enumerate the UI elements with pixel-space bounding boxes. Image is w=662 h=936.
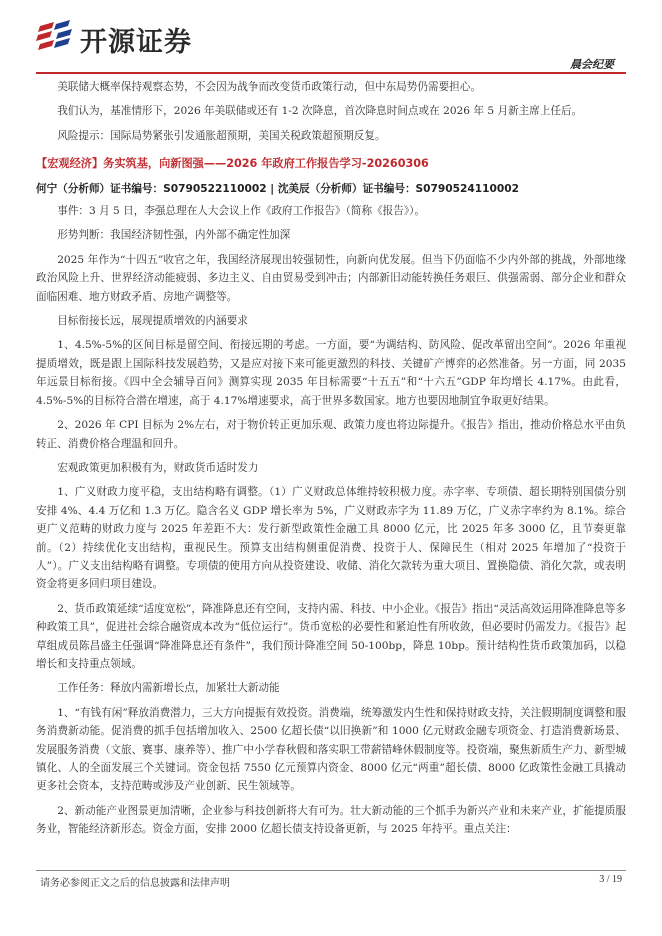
subheading: 工作任务：释放内需新增长点，加紧壮大新动能 (57, 682, 280, 695)
section-tag: 晨会纪要 (570, 58, 614, 71)
paragraph: 风险提示：国际局势紧张引发通胀超预期，美国关税政策超预期反复。 (57, 129, 386, 142)
subheading: 形势判断：我国经济韧性强，内外部不确定性加深 (57, 229, 291, 242)
paragraph: 2、新动能产业图景更加清晰，企业参与科技创新将大有可为。壮大新动能的三个抓手为新兴产业和未来产业，扩能提质服务业，智能经济新形态。资金方面，安排 2000 亿超长债支持设备更新，与 2025 年持平。重点关注： (36, 804, 626, 836)
document-body (36, 78, 626, 845)
subheading: 宏观政策更加积极有为，财政货币适时发力 (57, 461, 259, 474)
paragraph: 事件：3 月 5 日，李强总理在人大会议上作《政府工作报告》（简称《报告》）。 (57, 205, 426, 218)
footer-rule (36, 870, 626, 871)
page-header (0, 0, 662, 72)
paragraph: 美联储大概率保持观察态势，不会因为战争而改变货币政策行动，但中东局势仍需要担心。 (57, 81, 481, 93)
logo-text: 开源证券 (80, 27, 192, 58)
header-rule (36, 72, 626, 74)
article-authors: 何宁（分析师）证书编号：S0790522110002 | 沈美辰（分析师）证书编号：S0790524110002 (36, 182, 519, 195)
footer-disclaimer: 请务必参阅正文之后的信息披露和法律声明 (40, 878, 230, 889)
page-number: 3 / 19 (599, 874, 622, 885)
paragraph: 1、“有钱有闲”释放消费潜力，三大方向提振有效投资。消费端，统筹激发内生性和保持财政支持，关注假期制度调整和服务消费新动能。促消费的抓手包括增加收入、2500 亿超长债“以旧换新”和 1000 亿元财政金融专项资金、打造消费新场景、发展服务消费（文旅、赛事、康养等）、推广中小学春秋假和落实职工带薪错峰休假制度等。投资端，聚焦新质生产力、新型城镇化、人的全面发展三个关键词。资金包括 7550 亿元预算内资金、8000 亿元“两重”超长债、8000 亿政策性金融工具撬动更多社会资本，支持范畴或涉及产业创新、民生领域等。 (36, 706, 626, 793)
paragraph: 我们认为，基准情形下，2026 年美联储或还有 1-2 次降息，首次降息时间点或在 2026 年 5 月新主席上任后。 (57, 105, 583, 118)
article-tag: 【宏观经济】 (36, 157, 104, 171)
subheading: 目标衔接长远，展现提质增效的内涵要求 (57, 315, 248, 328)
paragraph: 2、货币政策延续“适度宽松”，降准降息还有空间，支持内需、科技、中小企业。《报告》指出“灵活高效运用降准降息等多种政策工具”，促进社会综合融资成本改为“低位运行”。货币宽松的必要性和紧迫性有所收敛，但必要时仍需发力。《报告》起草组成员陈昌盛主任强调“降准降息还有条件”，我们预计降准空间 50-100bp，降息 10bp。预计结构性货币政策加码，以稳增长和支持重点领域。 (36, 602, 626, 670)
logo-icon (36, 20, 76, 54)
article-title (36, 155, 626, 173)
paragraph: 1、广义财政力度平稳，支出结构略有调整。（1）广义财政总体维持较积极力度。赤字率、专项债、超长期特别国债分别安排 4%、4.4 万亿和 1.3 万亿。隐含名义 GDP 增长率为 5%，广义财政赤字为 11.89 万亿，广义赤字率约为 8.1%。综合更广义范畴的财政力度与 2025 年差距不大：发行新型政策性金融工具 8000 亿元，比 2025 年多 3000 亿，且节奏更靠前。（2）持续优化支出结构，重视民生。预算支出结构侧重促消费、投资于人、保障民生（相对 2025 年增加了“投资于人”）。广义支出结构略有调整。专项债的使用方向从投资建设、收储、消化欠款转为重大项目、置换隐债、消化欠款，或表明资金将更多回归项目建设。 (36, 486, 626, 591)
paragraph: 2025 年作为“十四五”收官之年，我国经济展现出较强韧性，向新向优发展。但当下仍面临不少内外部的挑战，外部地缘政治风险上升、世界经济动能疲弱、多边主义、自由贸易受到冲击；内部新旧动能转换任务艰巨、供强需弱、部分企业和群众面临困难、地方财政矛盾、房地产调整等。 (36, 253, 626, 303)
paragraph: 2、2026 年 CPI 目标为 2%左右，对于物价转正更加乐观、政策力度也将边际提升。《报告》指出，推动价格总水平由负转正、消费价格合理温和回升。 (36, 419, 626, 450)
paragraph: 1、4.5%-5%的区间目标是留空间、衔接远期的考虑。一方面，要“为调结构、防风险、促改革留出空间”。2026 年重视提质增效，既是跟上国际科技发展趋势，又是应对接下来可能更激烈的科技、关键矿产博弈的必然准备。另一方面，同 2035 年远景目标衔接。《四中全会辅导百问》测算实现 2035 年目标需要“十五五”和“十六五”GDP 年均增长 4.17%。由此看，4.5%-5%的目标符合潜在增速，高于 4.17%增速要求，高于世界多数国家。地方也要因地制宜争取更好结果。 (36, 339, 626, 407)
article-title-text: 务实筑基，向新图强——2026 年政府工作报告学习-20260306 (103, 157, 429, 171)
